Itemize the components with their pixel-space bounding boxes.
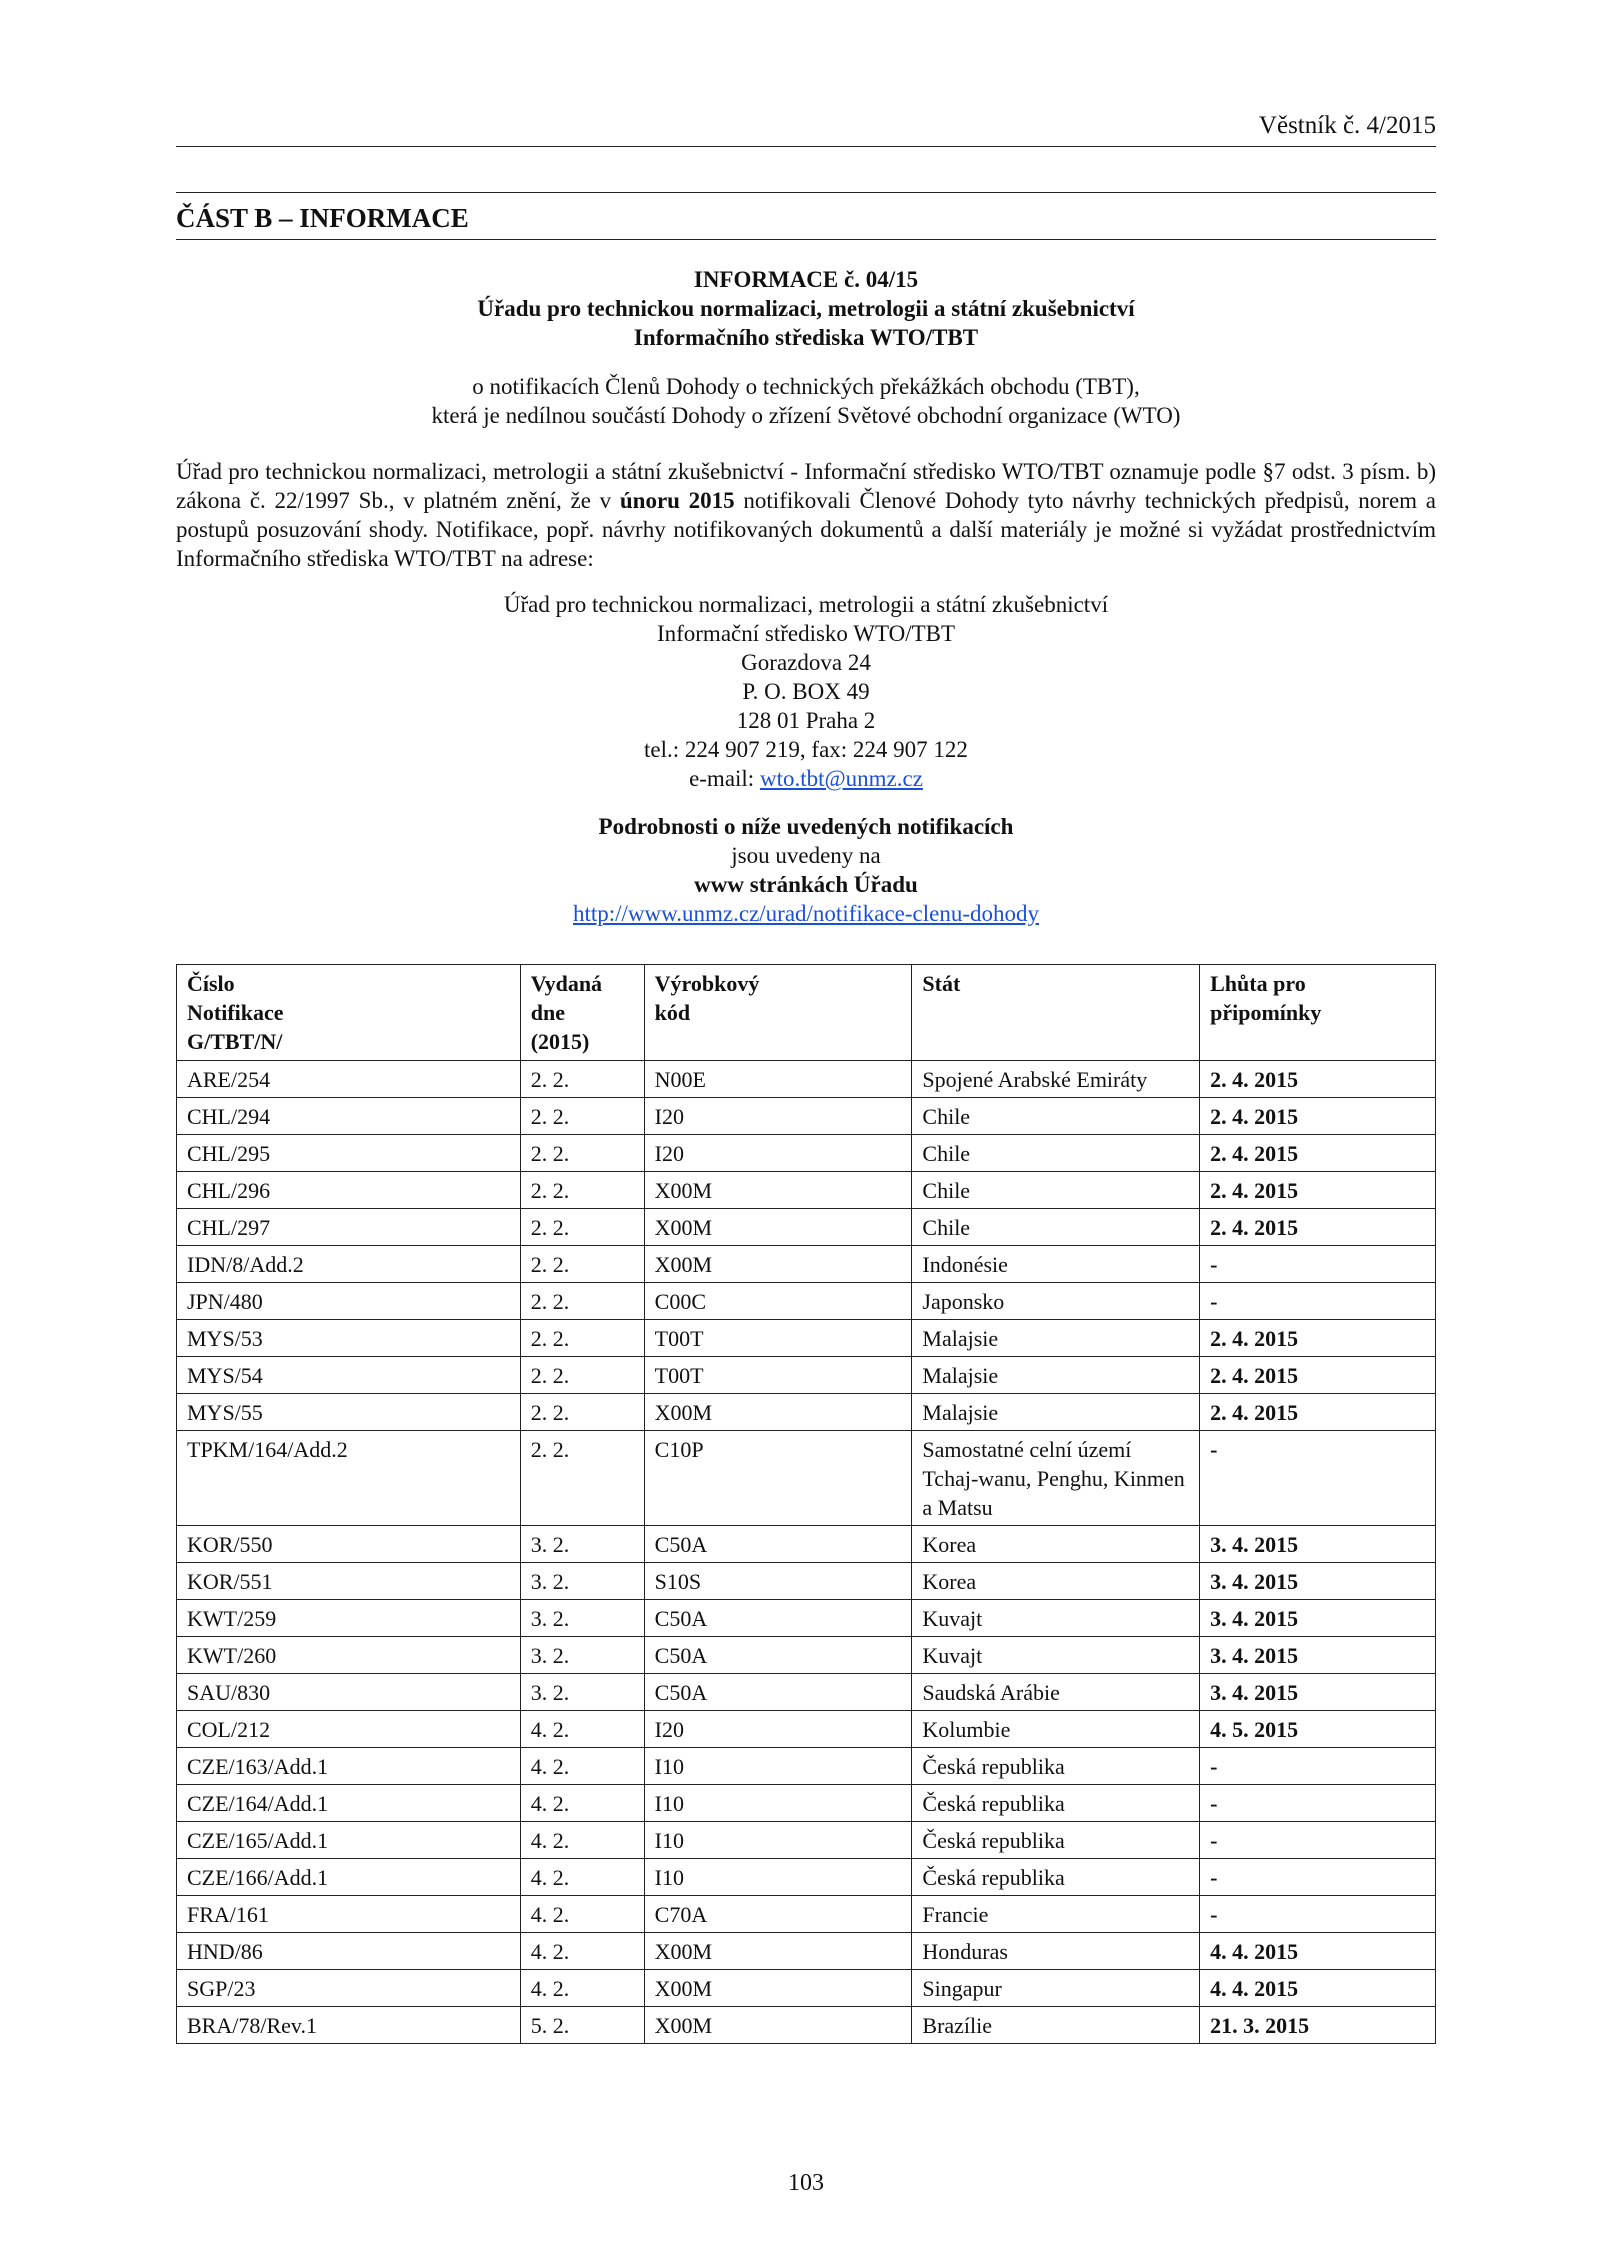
cell-country: Malajsie	[912, 1357, 1200, 1394]
details-block	[176, 812, 1436, 928]
cell-notification-number: ARE/254	[177, 1061, 521, 1098]
header-cell-issued-date: Vydaná dne (2015)	[520, 965, 644, 1061]
heading-center: Informačního střediska WTO/TBT	[633, 325, 979, 350]
cell-notification-number: TPKM/164/Add.2	[177, 1431, 521, 1526]
email-label: e-mail:	[689, 766, 760, 791]
cell-country: Kuvajt	[912, 1600, 1200, 1637]
cell-product-code: S10S	[644, 1563, 912, 1600]
address-city: 128 01 Praha 2	[736, 708, 876, 733]
cell-issued-date: 4. 2.	[520, 1970, 644, 2007]
cell-product-code: I10	[644, 1748, 912, 1785]
intro-month: únoru 2015	[619, 488, 735, 513]
cell-product-code: I10	[644, 1822, 912, 1859]
cell-comment-deadline: 2. 4. 2015	[1200, 1172, 1436, 1209]
table-body	[177, 1061, 1436, 2044]
cell-product-code: T00T	[644, 1357, 912, 1394]
intro-paragraph	[176, 457, 1436, 573]
cell-issued-date: 4. 2.	[520, 1822, 644, 1859]
cell-product-code: T00T	[644, 1320, 912, 1357]
cell-country: Česká republika	[912, 1785, 1200, 1822]
cell-notification-number: MYS/55	[177, 1394, 521, 1431]
cell-issued-date: 2. 2.	[520, 1246, 644, 1283]
address-pobox: P. O. BOX 49	[742, 679, 870, 704]
cell-issued-date: 2. 2.	[520, 1061, 644, 1098]
cell-product-code: C50A	[644, 1674, 912, 1711]
cell-country: Malajsie	[912, 1320, 1200, 1357]
cell-product-code: X00M	[644, 1172, 912, 1209]
cell-comment-deadline: 4. 5. 2015	[1200, 1711, 1436, 1748]
header-cell-country: Stát	[912, 965, 1200, 1061]
cell-notification-number: IDN/8/Add.2	[177, 1246, 521, 1283]
cell-notification-number: HND/86	[177, 1933, 521, 1970]
details-line-1: Podrobnosti o níže uvedených notifikacích	[598, 814, 1014, 839]
cell-product-code: X00M	[644, 1933, 912, 1970]
table-row	[177, 1246, 1436, 1283]
heading-office: Úřadu pro technickou normalizaci, metrologii a státní zkušebnictví	[477, 296, 1135, 321]
cell-comment-deadline: 2. 4. 2015	[1200, 1061, 1436, 1098]
details-line-2: jsou uvedeny na	[731, 843, 881, 868]
table-row	[177, 1563, 1436, 1600]
table-row	[177, 1896, 1436, 1933]
cell-issued-date: 2. 2.	[520, 1283, 644, 1320]
cell-issued-date: 4. 2.	[520, 1896, 644, 1933]
cell-notification-number: CZE/164/Add.1	[177, 1785, 521, 1822]
table-row	[177, 1674, 1436, 1711]
table-row	[177, 1970, 1436, 2007]
cell-country: Honduras	[912, 1933, 1200, 1970]
intro-text-1: Úřad pro technickou normalizaci, metrologii a státní zkušebnictví - Informační středisko WTO/TBT oznamuje podle §7 odst. 3 písm. b) zákona č. 22/1997 Sb., v platném znění, že v	[176, 459, 1436, 513]
cell-product-code: C50A	[644, 1600, 912, 1637]
cell-issued-date: 2. 2.	[520, 1357, 644, 1394]
cell-product-code: C00C	[644, 1283, 912, 1320]
cell-issued-date: 2. 2.	[520, 1394, 644, 1431]
cell-comment-deadline: -	[1200, 1822, 1436, 1859]
cell-comment-deadline: -	[1200, 1283, 1436, 1320]
table-row	[177, 1748, 1436, 1785]
cell-issued-date: 2. 2.	[520, 1431, 644, 1526]
cell-issued-date: 4. 2.	[520, 1785, 644, 1822]
cell-country: Spojené Arabské Emiráty	[912, 1061, 1200, 1098]
cell-product-code: I20	[644, 1711, 912, 1748]
cell-comment-deadline: -	[1200, 1748, 1436, 1785]
section-rule-bottom	[176, 239, 1436, 240]
table-header-row	[177, 965, 1436, 1061]
address-street: Gorazdova 24	[741, 650, 871, 675]
address-phone: tel.: 224 907 219, fax: 224 907 122	[644, 737, 968, 762]
cell-product-code: X00M	[644, 1246, 912, 1283]
email-link[interactable]: wto.tbt@unmz.cz	[759, 766, 923, 791]
header-cell-comment-deadline: Lhůta pro připomínky	[1200, 965, 1436, 1061]
table-row	[177, 1394, 1436, 1431]
cell-issued-date: 2. 2.	[520, 1209, 644, 1246]
cell-notification-number: CZE/163/Add.1	[177, 1748, 521, 1785]
cell-product-code: X00M	[644, 1394, 912, 1431]
cell-product-code: C10P	[644, 1431, 912, 1526]
cell-comment-deadline: 3. 4. 2015	[1200, 1600, 1436, 1637]
table-row	[177, 1172, 1436, 1209]
cell-issued-date: 3. 2.	[520, 1563, 644, 1600]
cell-comment-deadline: 4. 4. 2015	[1200, 1970, 1436, 2007]
cell-product-code: I20	[644, 1135, 912, 1172]
cell-issued-date: 5. 2.	[520, 2007, 644, 2044]
subtitle-line-1: o notifikacích Členů Dohody o technických překážkách obchodu (TBT),	[472, 374, 1140, 399]
cell-product-code: X00M	[644, 2007, 912, 2044]
cell-comment-deadline: 21. 3. 2015	[1200, 2007, 1436, 2044]
cell-country: Česká republika	[912, 1748, 1200, 1785]
table-row	[177, 1600, 1436, 1637]
cell-comment-deadline: 3. 4. 2015	[1200, 1637, 1436, 1674]
cell-comment-deadline: 3. 4. 2015	[1200, 1526, 1436, 1563]
cell-issued-date: 4. 2.	[520, 1859, 644, 1896]
information-subtitle	[176, 372, 1436, 430]
cell-notification-number: CZE/166/Add.1	[177, 1859, 521, 1896]
cell-comment-deadline: 2. 4. 2015	[1200, 1357, 1436, 1394]
cell-issued-date: 2. 2.	[520, 1320, 644, 1357]
cell-notification-number: CHL/296	[177, 1172, 521, 1209]
table-row	[177, 1822, 1436, 1859]
cell-issued-date: 3. 2.	[520, 1526, 644, 1563]
details-line-3: www stránkách Úřadu	[694, 872, 918, 897]
table-row	[177, 1431, 1436, 1526]
cell-issued-date: 3. 2.	[520, 1637, 644, 1674]
cell-country: Brazílie	[912, 2007, 1200, 2044]
cell-country: Malajsie	[912, 1394, 1200, 1431]
cell-country: Samostatné celní území Tchaj-wanu, Penghu, Kinmen a Matsu	[912, 1431, 1200, 1526]
cell-country: Singapur	[912, 1970, 1200, 2007]
table-row	[177, 1859, 1436, 1896]
cell-product-code: I10	[644, 1785, 912, 1822]
cell-country: Chile	[912, 1098, 1200, 1135]
cell-notification-number: JPN/480	[177, 1283, 521, 1320]
cell-comment-deadline: -	[1200, 1431, 1436, 1526]
intro-text-2: notifikovali Členové Dohody tyto návrhy technických předpisů, norem a postupů posuzování shody. Notifikace, popř. návrhy notifikovaných dokumentů a další materiály je možné si vyžádat prostřednictvím Informačního střediska WTO/TBT na adrese:	[176, 488, 1436, 571]
table-row	[177, 1061, 1436, 1098]
cell-country: Japonsko	[912, 1283, 1200, 1320]
cell-notification-number: KWT/260	[177, 1637, 521, 1674]
cell-notification-number: SGP/23	[177, 1970, 521, 2007]
header-cell-product-code: Výrobkový kód	[644, 965, 912, 1061]
table-row	[177, 1711, 1436, 1748]
cell-country: Chile	[912, 1209, 1200, 1246]
address-block	[176, 590, 1436, 793]
cell-country: Korea	[912, 1563, 1200, 1600]
cell-issued-date: 2. 2.	[520, 1172, 644, 1209]
cell-comment-deadline: 2. 4. 2015	[1200, 1320, 1436, 1357]
cell-issued-date: 4. 2.	[520, 1933, 644, 1970]
cell-comment-deadline: 3. 4. 2015	[1200, 1563, 1436, 1600]
header-rule	[176, 146, 1436, 147]
table-row	[177, 1209, 1436, 1246]
table-row	[177, 1283, 1436, 1320]
table-row	[177, 1637, 1436, 1674]
cell-notification-number: FRA/161	[177, 1896, 521, 1933]
cell-notification-number: COL/212	[177, 1711, 521, 1748]
cell-notification-number: BRA/78/Rev.1	[177, 2007, 521, 2044]
address-email-line	[176, 764, 1436, 793]
table-row	[177, 1785, 1436, 1822]
table-row	[177, 1357, 1436, 1394]
cell-country: Chile	[912, 1135, 1200, 1172]
cell-comment-deadline: -	[1200, 1246, 1436, 1283]
cell-country: Česká republika	[912, 1859, 1200, 1896]
subtitle-line-2: která je nedílnou součástí Dohody o zřízení Světové obchodní organizace (WTO)	[431, 403, 1181, 428]
cell-comment-deadline: -	[1200, 1859, 1436, 1896]
cell-product-code: I10	[644, 1859, 912, 1896]
cell-notification-number: KOR/550	[177, 1526, 521, 1563]
cell-comment-deadline: 2. 4. 2015	[1200, 1209, 1436, 1246]
table-row	[177, 1098, 1436, 1135]
table-row	[177, 1320, 1436, 1357]
cell-notification-number: SAU/830	[177, 1674, 521, 1711]
cell-comment-deadline: 3. 4. 2015	[1200, 1674, 1436, 1711]
cell-comment-deadline: 2. 4. 2015	[1200, 1394, 1436, 1431]
cell-product-code: C50A	[644, 1526, 912, 1563]
table-row	[177, 1933, 1436, 1970]
cell-notification-number: CHL/297	[177, 1209, 521, 1246]
cell-country: Korea	[912, 1526, 1200, 1563]
cell-issued-date: 4. 2.	[520, 1711, 644, 1748]
cell-issued-date: 2. 2.	[520, 1098, 644, 1135]
cell-notification-number: CHL/295	[177, 1135, 521, 1172]
section-title: ČÁST B – INFORMACE	[176, 203, 469, 233]
cell-comment-deadline: 2. 4. 2015	[1200, 1135, 1436, 1172]
cell-country: Saudská Arábie	[912, 1674, 1200, 1711]
cell-country: Kuvajt	[912, 1637, 1200, 1674]
running-header: Věstník č. 4/2015	[1258, 112, 1436, 139]
cell-product-code: I20	[644, 1098, 912, 1135]
cell-country: Česká republika	[912, 1822, 1200, 1859]
address-office: Úřad pro technickou normalizaci, metrologii a státní zkušebnictví	[503, 592, 1109, 617]
page-number: 103	[788, 2170, 824, 2196]
cell-notification-number: MYS/53	[177, 1320, 521, 1357]
table-row	[177, 1135, 1436, 1172]
cell-comment-deadline: -	[1200, 1896, 1436, 1933]
cell-issued-date: 3. 2.	[520, 1674, 644, 1711]
header-cell-notification-number: Číslo Notifikace G/TBT/N/	[177, 965, 521, 1061]
cell-notification-number: CHL/294	[177, 1098, 521, 1135]
cell-issued-date: 2. 2.	[520, 1135, 644, 1172]
cell-notification-number: KOR/551	[177, 1563, 521, 1600]
cell-country: Indonésie	[912, 1246, 1200, 1283]
heading-number: INFORMACE č. 04/15	[693, 267, 919, 292]
cell-notification-number: MYS/54	[177, 1357, 521, 1394]
details-url-link[interactable]: http://www.unmz.cz/urad/notifikace-clenu-dohody	[572, 901, 1040, 926]
cell-country: Kolumbie	[912, 1711, 1200, 1748]
cell-comment-deadline: -	[1200, 1785, 1436, 1822]
address-center: Informační středisko WTO/TBT	[656, 621, 956, 646]
table-row	[177, 1526, 1436, 1563]
cell-issued-date: 4. 2.	[520, 1748, 644, 1785]
cell-product-code: X00M	[644, 1209, 912, 1246]
cell-product-code: C70A	[644, 1896, 912, 1933]
cell-notification-number: KWT/259	[177, 1600, 521, 1637]
section-rule-top	[176, 192, 1436, 193]
cell-product-code: N00E	[644, 1061, 912, 1098]
cell-notification-number: CZE/165/Add.1	[177, 1822, 521, 1859]
table-row	[177, 2007, 1436, 2044]
cell-issued-date: 3. 2.	[520, 1600, 644, 1637]
cell-country: Chile	[912, 1172, 1200, 1209]
notifications-table	[176, 964, 1436, 2044]
cell-comment-deadline: 2. 4. 2015	[1200, 1098, 1436, 1135]
cell-comment-deadline: 4. 4. 2015	[1200, 1933, 1436, 1970]
cell-country: Francie	[912, 1896, 1200, 1933]
information-heading	[176, 265, 1436, 352]
cell-product-code: X00M	[644, 1970, 912, 2007]
cell-product-code: C50A	[644, 1637, 912, 1674]
